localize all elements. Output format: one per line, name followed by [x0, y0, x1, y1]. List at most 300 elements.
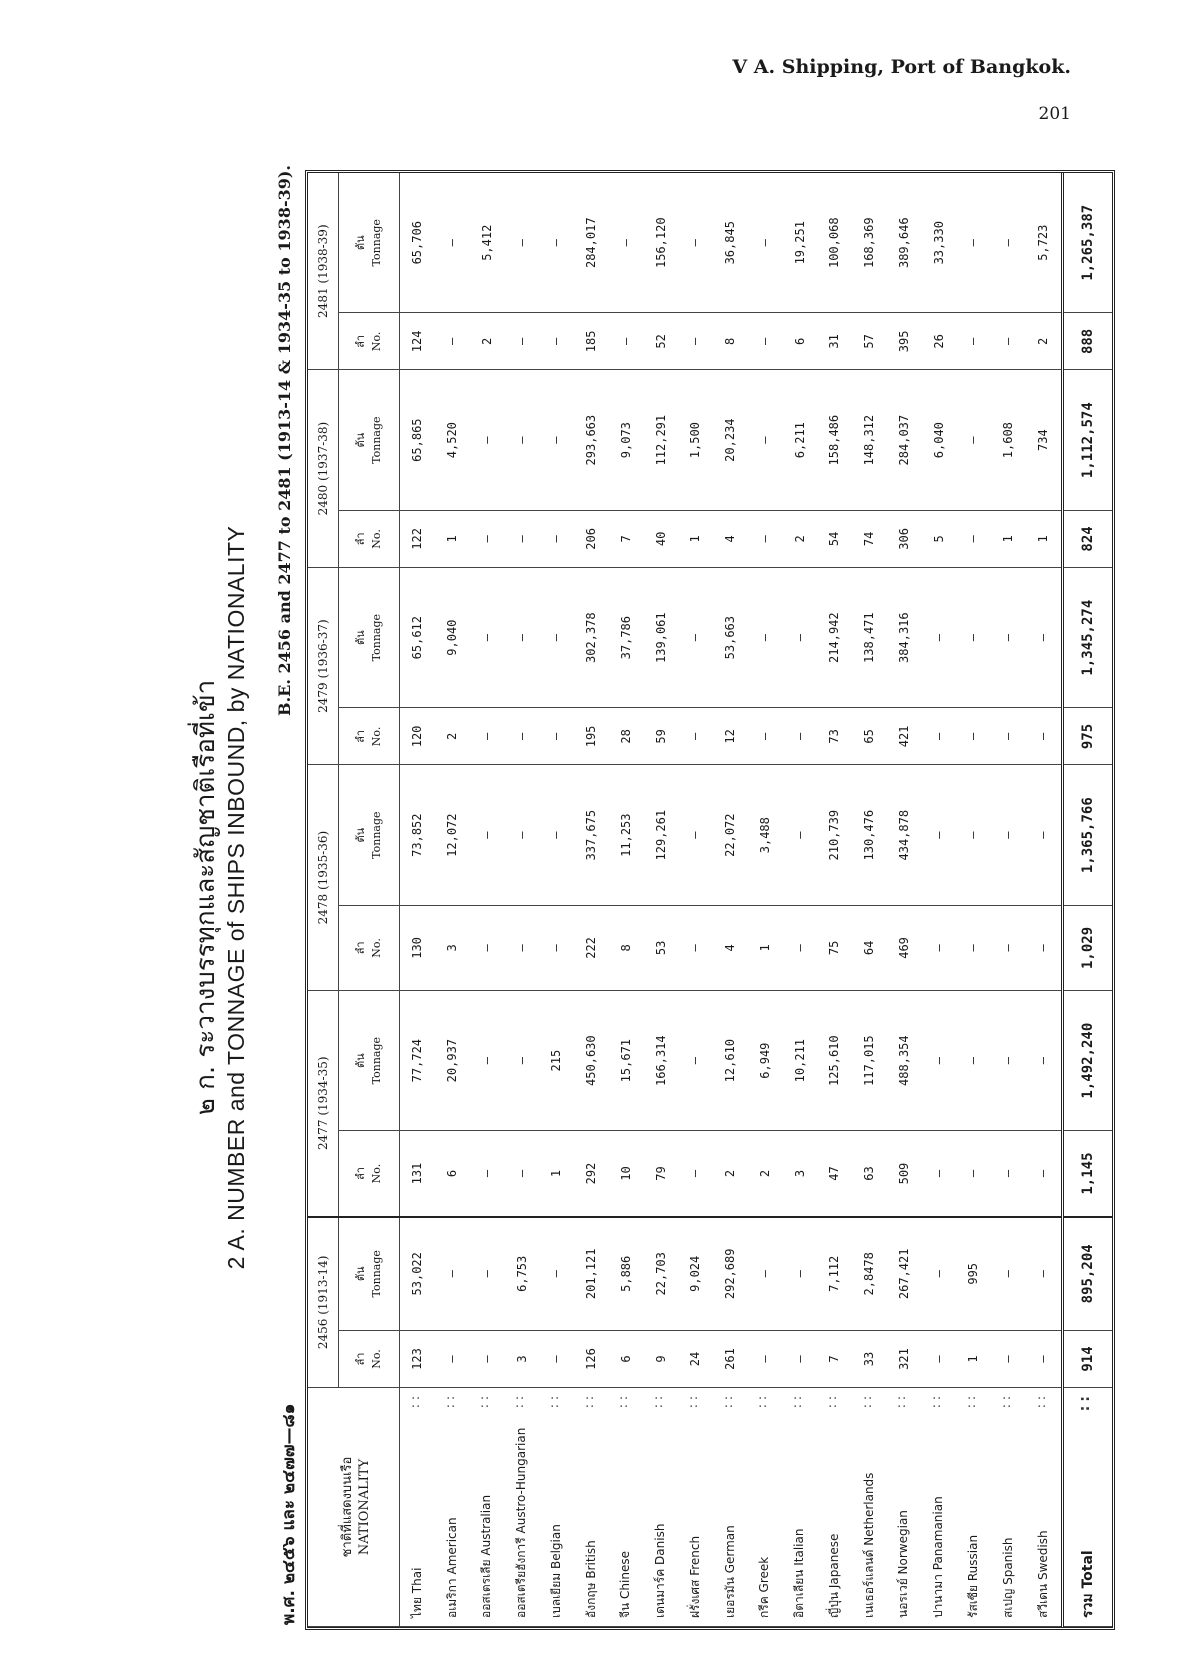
table-row [470, 173, 505, 1627]
number-cell: 824 [1062, 510, 1112, 567]
number-cell: — [748, 1331, 783, 1388]
tonnage-cell: 2,8478 [852, 1217, 887, 1331]
number-cell: — [678, 906, 713, 991]
table-row [852, 173, 887, 1627]
tonnage-cell: 166,314 [643, 990, 678, 1131]
number-cell: 1 [539, 1131, 574, 1217]
number-cell: 185 [574, 313, 609, 370]
tonnage-cell: 284,017 [574, 173, 609, 313]
tonnage-cell: — [504, 567, 539, 708]
number-cell: 74 [852, 510, 887, 567]
tonnage-cell: 267,421 [887, 1217, 922, 1331]
number-cell: — [921, 906, 956, 991]
number-cell: — [539, 313, 574, 370]
number-cell: 2 [1026, 313, 1063, 370]
tonnage-cell: 117,015 [852, 990, 887, 1131]
tonnage-cell: — [748, 567, 783, 708]
number-cell: 292 [574, 1131, 609, 1217]
number-cell: — [921, 1131, 956, 1217]
number-cell: — [504, 1131, 539, 1217]
number-cell: 73 [817, 708, 852, 765]
tonnage-cell: 112,291 [643, 370, 678, 511]
tonnage-cell: 1,265,387 [1062, 173, 1112, 313]
tonnage-cell: — [1026, 1217, 1063, 1331]
number-cell: — [782, 906, 817, 991]
tonnage-cell: — [504, 990, 539, 1131]
number-cell: 75 [817, 906, 852, 991]
tonnage-cell: 36,845 [713, 173, 748, 313]
tonnage-cell: 6,211 [782, 370, 817, 511]
tonnage-cell: 284,037 [887, 370, 922, 511]
tonnage-cell: 201,121 [574, 1217, 609, 1331]
tonnage-cell: 488,354 [887, 990, 922, 1131]
number-cell: 47 [817, 1131, 852, 1217]
year-header: 2480 (1937-38) [308, 370, 339, 568]
number-cell: — [609, 313, 644, 370]
tonnage-cell: 148,312 [852, 370, 887, 511]
table-row [678, 173, 713, 1627]
number-cell: — [748, 313, 783, 370]
nationality-cell: เดนมาร์ค Danish :: [643, 1388, 678, 1627]
year-header: 2477 (1934-35) [308, 990, 339, 1216]
number-cell: — [470, 906, 505, 991]
number-cell: 7 [817, 1331, 852, 1388]
number-cell: 1 [435, 510, 470, 567]
number-cell: — [921, 1331, 956, 1388]
number-cell: — [1026, 1131, 1063, 1217]
number-cell: — [921, 708, 956, 765]
number-cell: — [991, 1331, 1026, 1388]
tonnage-cell: — [956, 370, 991, 511]
number-cell: 6 [435, 1131, 470, 1217]
number-cell: 421 [887, 708, 922, 765]
subheader-tonnage: ตัน Tonnage [339, 1217, 400, 1331]
number-cell: — [678, 708, 713, 765]
number-cell: — [748, 708, 783, 765]
tonnage-cell: 1,608 [991, 370, 1026, 511]
tonnage-cell: 53,663 [713, 567, 748, 708]
tonnage-cell: — [991, 765, 1026, 906]
number-cell: 395 [887, 313, 922, 370]
number-cell: — [956, 708, 991, 765]
tonnage-cell: 895,204 [1062, 1217, 1112, 1331]
tonnage-cell: — [1026, 567, 1063, 708]
number-cell: 2 [713, 1131, 748, 1217]
table-row [713, 173, 748, 1627]
number-cell: — [678, 1131, 713, 1217]
number-cell: 59 [643, 708, 678, 765]
table-row [435, 173, 470, 1627]
tonnage-cell: — [748, 173, 783, 313]
number-cell: 4 [713, 906, 748, 991]
number-cell: 123 [400, 1331, 435, 1388]
tonnage-cell: 158,486 [817, 370, 852, 511]
number-cell: 12 [713, 708, 748, 765]
subheader-tonnage: ตัน Tonnage [339, 370, 400, 511]
tonnage-cell: 292,689 [713, 1217, 748, 1331]
number-cell: — [1026, 1331, 1063, 1388]
tonnage-cell: — [609, 173, 644, 313]
table-row [991, 173, 1026, 1627]
number-cell: 7 [609, 510, 644, 567]
title-english: 2 A. NUMBER and TONNAGE of SHIPS INBOUND, by NATIONALITY [223, 525, 249, 1270]
nationality-cell: จีน Chinese :: [609, 1388, 644, 1627]
subheader-number: ลำ No. [339, 510, 400, 567]
section-header: V A. Shipping, Port of Bangkok. [732, 56, 1071, 78]
number-cell: — [956, 510, 991, 567]
table-row [539, 173, 574, 1627]
number-cell: — [539, 510, 574, 567]
number-cell: — [956, 313, 991, 370]
tonnage-cell: 6,040 [921, 370, 956, 511]
tonnage-cell: 12,072 [435, 765, 470, 906]
tonnage-cell: — [470, 370, 505, 511]
tonnage-cell: 3,488 [748, 765, 783, 906]
nationality-cell: สวีเดน Swedish :: [1026, 1388, 1063, 1627]
tonnage-cell: — [921, 567, 956, 708]
years-english: B.E. 2456 and 2477 to 2481 (1913-14 & 1934-35 to 1938-39). [275, 165, 294, 716]
subheader-number: ลำ No. [339, 1131, 400, 1217]
nationality-cell: อังกฤษ British :: [574, 1388, 609, 1627]
tonnage-cell: — [991, 990, 1026, 1131]
tonnage-cell: 9,024 [678, 1217, 713, 1331]
year-header: 2478 (1935-36) [308, 765, 339, 990]
subheader-tonnage: ตัน Tonnage [339, 765, 400, 906]
number-cell: 2 [470, 313, 505, 370]
tonnage-cell: 156,120 [643, 173, 678, 313]
tonnage-cell: — [504, 765, 539, 906]
tonnage-cell: — [1026, 765, 1063, 906]
number-cell: 24 [678, 1331, 713, 1388]
number-cell: 4 [713, 510, 748, 567]
number-cell: 10 [609, 1131, 644, 1217]
number-cell: 888 [1062, 313, 1112, 370]
subheader-tonnage: ตัน Tonnage [339, 173, 400, 313]
tonnage-cell: — [748, 1217, 783, 1331]
year-header: 2481 (1938-39) [308, 173, 339, 370]
tonnage-cell: 100,068 [817, 173, 852, 313]
table-row [887, 173, 922, 1627]
tonnage-cell: 1,345,274 [1062, 567, 1112, 708]
number-cell: 40 [643, 510, 678, 567]
number-cell: 195 [574, 708, 609, 765]
tonnage-cell: 22,703 [643, 1217, 678, 1331]
number-cell: 122 [400, 510, 435, 567]
nationality-cell: ญี่ปุ่น Japanese :: [817, 1388, 852, 1627]
tonnage-cell: 5,412 [470, 173, 505, 313]
tonnage-cell: 20,937 [435, 990, 470, 1131]
number-cell: 1 [1026, 510, 1063, 567]
tonnage-cell: — [956, 765, 991, 906]
number-cell: 1 [748, 906, 783, 991]
tonnage-cell: — [991, 567, 1026, 708]
number-cell: 3 [435, 906, 470, 991]
tonnage-cell: 53,022 [400, 1217, 435, 1331]
table-row [748, 173, 783, 1627]
tonnage-cell: 65,706 [400, 173, 435, 313]
number-cell: — [539, 708, 574, 765]
number-cell: — [504, 708, 539, 765]
number-cell: 3 [504, 1331, 539, 1388]
subheader-tonnage: ตัน Tonnage [339, 567, 400, 708]
number-cell: — [782, 1331, 817, 1388]
subheader-number: ลำ No. [339, 906, 400, 991]
tonnage-cell: — [956, 567, 991, 708]
tonnage-cell: 384,316 [887, 567, 922, 708]
number-cell: — [1026, 906, 1063, 991]
number-cell: — [435, 313, 470, 370]
tonnage-cell: — [539, 173, 574, 313]
number-cell: — [539, 1331, 574, 1388]
nationality-cell: เนเธอร์แลนด์ Netherlands :: [852, 1388, 887, 1627]
nationality-cell: ไทย Thai :: [400, 1388, 435, 1627]
table-row [921, 173, 956, 1627]
number-cell: — [748, 510, 783, 567]
number-cell: 120 [400, 708, 435, 765]
number-cell: — [470, 1331, 505, 1388]
table-row [609, 173, 644, 1627]
nationality-cell: ออสเตรเลีย Australian :: [470, 1388, 505, 1627]
number-cell: — [539, 906, 574, 991]
tonnage-cell: 11,253 [609, 765, 644, 906]
number-cell: 222 [574, 906, 609, 991]
tonnage-cell: — [991, 173, 1026, 313]
tonnage-cell: 293,663 [574, 370, 609, 511]
tonnage-cell: 1,500 [678, 370, 713, 511]
number-cell: — [956, 906, 991, 991]
tonnage-cell: 389,646 [887, 173, 922, 313]
number-cell: 65 [852, 708, 887, 765]
number-cell: 2 [748, 1131, 783, 1217]
tonnage-cell: 1,365,766 [1062, 765, 1112, 906]
number-cell: — [504, 313, 539, 370]
number-cell: — [782, 708, 817, 765]
nationality-cell: รัสเซีย Russian :: [956, 1388, 991, 1627]
tonnage-cell: 302,378 [574, 567, 609, 708]
number-cell: 1,029 [1062, 906, 1112, 991]
number-cell: 53 [643, 906, 678, 991]
nationality-cell: รวม Total :: [1062, 1388, 1112, 1627]
tonnage-cell: — [435, 1217, 470, 1331]
tonnage-cell: — [435, 173, 470, 313]
page-number: 201 [1038, 104, 1071, 124]
number-cell: 54 [817, 510, 852, 567]
rotated-table-page [185, 165, 1120, 1630]
number-cell: 31 [817, 313, 852, 370]
subheader-number: ลำ No. [339, 1331, 400, 1388]
tonnage-cell: 5,886 [609, 1217, 644, 1331]
number-cell: 1 [956, 1331, 991, 1388]
tonnage-cell: 37,786 [609, 567, 644, 708]
tonnage-cell: — [678, 567, 713, 708]
number-cell: — [470, 708, 505, 765]
nationality-cell: อิตาเลียน Italian :: [782, 1388, 817, 1627]
tonnage-cell: 5,723 [1026, 173, 1063, 313]
tonnage-cell: 434,878 [887, 765, 922, 906]
subheader-tonnage: ตัน Tonnage [339, 990, 400, 1131]
tonnage-cell: — [782, 567, 817, 708]
years-thai: พ.ศ. ๒๔๕๖ และ ๒๔๗๗—๘๑ [279, 1403, 299, 1625]
nationality-cell: อเมริกา American :: [435, 1388, 470, 1627]
tonnage-cell: 1,112,574 [1062, 370, 1112, 511]
tonnage-cell: — [678, 173, 713, 313]
number-cell: 6 [782, 313, 817, 370]
number-cell: 914 [1062, 1331, 1112, 1388]
year-header: 2456 (1913-14) [308, 1217, 339, 1388]
tonnage-cell: 215 [539, 990, 574, 1131]
number-cell: 131 [400, 1131, 435, 1217]
tonnage-cell: 9,040 [435, 567, 470, 708]
tonnage-cell: 1,492,240 [1062, 990, 1112, 1131]
tonnage-cell: 214,942 [817, 567, 852, 708]
number-cell: 63 [852, 1131, 887, 1217]
tonnage-cell: 33,330 [921, 173, 956, 313]
table-row [643, 173, 678, 1627]
tonnage-cell: — [921, 765, 956, 906]
tonnage-cell: 125,610 [817, 990, 852, 1131]
number-cell: 5 [921, 510, 956, 567]
tonnage-cell: 210,739 [817, 765, 852, 906]
tonnage-cell: 15,671 [609, 990, 644, 1131]
nationality-cell: ออสเตรียฮังการี Austro-Hungarian :: [504, 1388, 539, 1627]
table-row [817, 173, 852, 1627]
tonnage-cell: 65,612 [400, 567, 435, 708]
tonnage-cell: — [991, 1217, 1026, 1331]
number-cell: 321 [887, 1331, 922, 1388]
tonnage-cell: 4,520 [435, 370, 470, 511]
table-row [574, 173, 609, 1627]
table-row [782, 173, 817, 1627]
tonnage-cell: — [1026, 990, 1063, 1131]
nationality-header-en: NATIONALITY [356, 1458, 372, 1556]
number-cell: — [991, 313, 1026, 370]
number-cell: — [504, 510, 539, 567]
number-cell: — [991, 708, 1026, 765]
number-cell: 2 [435, 708, 470, 765]
tonnage-cell: — [539, 1217, 574, 1331]
tonnage-cell: 995 [956, 1217, 991, 1331]
nationality-cell: ฝรั่งเศส French :: [678, 1388, 713, 1627]
tonnage-cell: 139,061 [643, 567, 678, 708]
tonnage-cell: — [470, 567, 505, 708]
number-cell: 28 [609, 708, 644, 765]
tonnage-cell: — [956, 990, 991, 1131]
number-cell: 1 [991, 510, 1026, 567]
number-cell: 3 [782, 1131, 817, 1217]
number-cell: 1,145 [1062, 1131, 1112, 1217]
tonnage-cell: — [470, 990, 505, 1131]
number-cell: — [470, 1131, 505, 1217]
number-cell: 33 [852, 1331, 887, 1388]
number-cell: 9 [643, 1331, 678, 1388]
number-cell: 64 [852, 906, 887, 991]
number-cell: 509 [887, 1131, 922, 1217]
shipping-table [305, 170, 1115, 1630]
number-cell: 261 [713, 1331, 748, 1388]
tonnage-cell: — [956, 173, 991, 313]
number-cell: — [504, 906, 539, 991]
tonnage-cell: 7,112 [817, 1217, 852, 1331]
tonnage-cell: 12,610 [713, 990, 748, 1131]
number-cell: 1 [678, 510, 713, 567]
tonnage-cell: 168,369 [852, 173, 887, 313]
tonnage-cell: — [504, 173, 539, 313]
total-row [1062, 173, 1112, 1627]
nationality-cell: เยอรมัน German :: [713, 1388, 748, 1627]
tonnage-cell: — [678, 765, 713, 906]
number-cell: 124 [400, 313, 435, 370]
tonnage-cell: — [539, 370, 574, 511]
tonnage-cell: 129,261 [643, 765, 678, 906]
tonnage-cell: 337,675 [574, 765, 609, 906]
tonnage-cell: — [470, 1217, 505, 1331]
tonnage-cell: — [678, 990, 713, 1131]
number-cell: 57 [852, 313, 887, 370]
tonnage-cell: 450,630 [574, 990, 609, 1131]
number-cell: — [991, 906, 1026, 991]
tonnage-cell: — [921, 990, 956, 1131]
tonnage-cell: 77,724 [400, 990, 435, 1131]
nationality-cell: สเปญ Spanish :: [991, 1388, 1026, 1627]
tonnage-cell: 6,753 [504, 1217, 539, 1331]
table-row [1026, 173, 1063, 1627]
number-cell: — [470, 510, 505, 567]
number-cell: — [678, 313, 713, 370]
number-cell: 26 [921, 313, 956, 370]
tonnage-cell: 6,949 [748, 990, 783, 1131]
tonnage-cell: 73,852 [400, 765, 435, 906]
tonnage-cell: — [782, 765, 817, 906]
tonnage-cell: — [470, 765, 505, 906]
tonnage-cell: 20,234 [713, 370, 748, 511]
number-cell: 6 [609, 1331, 644, 1388]
tonnage-cell: 130,476 [852, 765, 887, 906]
title-thai: ๒ ก. ระวางบรรทุกและสัญชาติเรือที่เข้า [191, 679, 221, 1116]
tonnage-cell: — [921, 1217, 956, 1331]
tonnage-cell: 734 [1026, 370, 1063, 511]
nationality-header [308, 1388, 400, 1627]
tonnage-cell: 9,073 [609, 370, 644, 511]
tonnage-cell: — [782, 1217, 817, 1331]
number-cell: 79 [643, 1131, 678, 1217]
number-cell: 206 [574, 510, 609, 567]
number-cell: — [435, 1331, 470, 1388]
nationality-cell: เบลเยียม Belgian :: [539, 1388, 574, 1627]
subheader-number: ลำ No. [339, 313, 400, 370]
number-cell: — [991, 1131, 1026, 1217]
table-row [504, 173, 539, 1627]
tonnage-cell: — [539, 765, 574, 906]
number-cell: 8 [609, 906, 644, 991]
number-cell: 130 [400, 906, 435, 991]
number-cell: — [1026, 708, 1063, 765]
year-header: 2479 (1936-37) [308, 567, 339, 765]
number-cell: 126 [574, 1331, 609, 1388]
tonnage-cell: 19,251 [782, 173, 817, 313]
tonnage-cell: 138,471 [852, 567, 887, 708]
number-cell: — [956, 1131, 991, 1217]
table-row [956, 173, 991, 1627]
number-cell: 306 [887, 510, 922, 567]
number-cell: 52 [643, 313, 678, 370]
number-cell: 975 [1062, 708, 1112, 765]
number-cell: 469 [887, 906, 922, 991]
subheader-number: ลำ No. [339, 708, 400, 765]
nationality-cell: นอรเวย์ Norwegian :: [887, 1388, 922, 1627]
tonnage-cell: — [539, 567, 574, 708]
nationality-cell: กรีค Greek :: [748, 1388, 783, 1627]
nationality-header-thai: ชาติที่แสดงบนเรือ [339, 1456, 355, 1558]
